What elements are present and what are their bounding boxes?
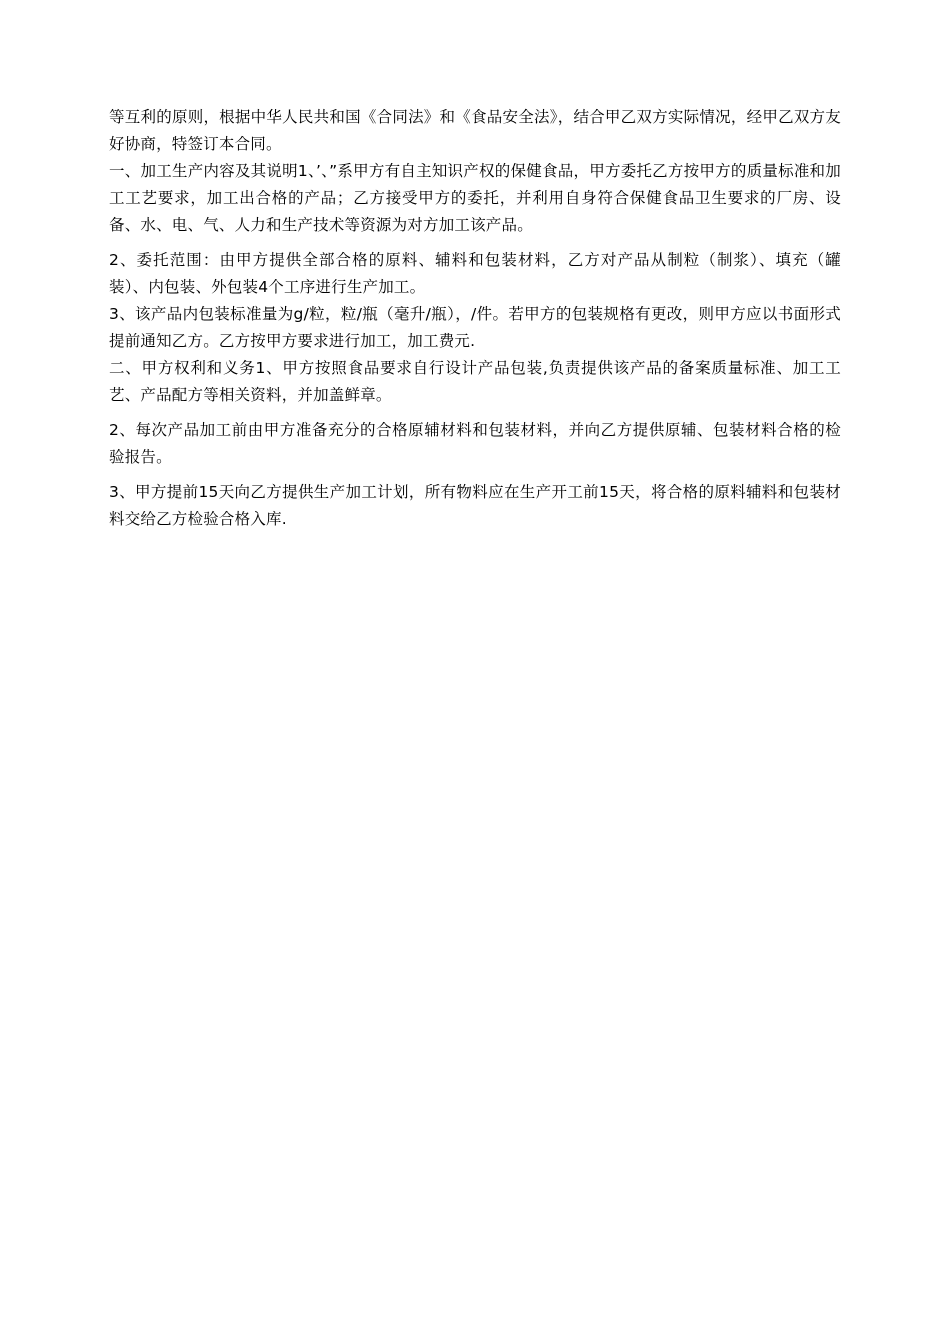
paragraph-section-2-item-1: 二、甲方权利和义务1、甲方按照食品要求自行设计产品包装,负责提供该产品的备案质量标准、加工工艺、产品配方等相关资料，并加盖鲜章。 [109,359,841,404]
paragraph-intro: 等互利的原则，根据中华人民共和国《合同法》和《食品安全法》，结合甲乙双方实际情况，经甲乙双方友好协商，特签订本合同。 [109,108,841,153]
paragraph-section-1-item-2: 2、委托范围：由甲方提供全部合格的原料、辅料和包装材料，乙方对产品从制粒（制浆）、填充（罐装）、内包装、外包装4个工序进行生产加工。 [109,251,841,296]
paragraph-section-2-item-3: 3、甲方提前15天向乙方提供生产加工计划，所有物料应在生产开工前15天，将合格的原料辅料和包装材料交给乙方检验合格入库. [109,483,841,528]
paragraph-section-1-item-3: 3、该产品内包装标准量为g/粒，粒/瓶（毫升/瓶），/件。若甲方的包装规格有更改，则甲方应以书面形式提前通知乙方。乙方按甲方要求进行加工，加工费元. [109,305,841,350]
document-body [109,104,841,533]
paragraph-section-2-item-2: 2、每次产品加工前由甲方准备充分的合格原辅材料和包装材料，并向乙方提供原辅、包装材料合格的检验报告。 [109,421,841,466]
paragraph-section-1-item-1: 一、加工生产内容及其说明1、’、”系甲方有自主知识产权的保健食品，甲方委托乙方按甲方的质量标准和加工工艺要求，加工出合格的产品；乙方接受甲方的委托，并利用自身符合保健食品卫生要求的厂房、设备、水、电、气、人力和生产技术等资源为对方加工该产品。 [109,162,841,234]
